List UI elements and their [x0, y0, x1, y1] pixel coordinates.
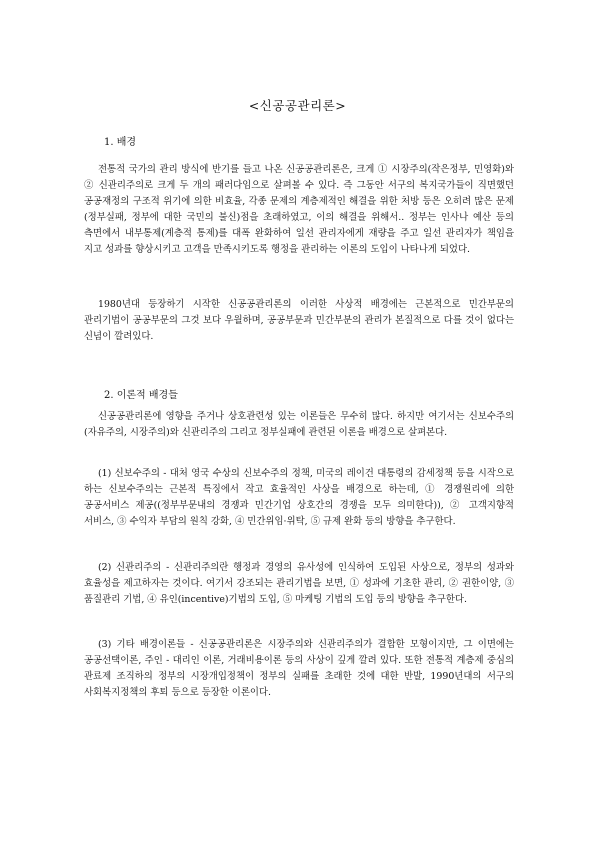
paragraph-other-theories: (3) 기타 배경이론들 - 신공공관리론은 시장주의와 신관리주의가 결합한 모형이지만, 그 이면에는 공공선택이론, 주인 - 대리인 이론, 거래비용이론 등의 사상이 깊게 깔려 있다. 또한 전통적 계층제 중심의 관료제 조직하의 정부의 시장개입정책이 정부의 실패를 초래한 것에 대한 반발, 1990년대의 서구의 사회복지정책의 후퇴 등으로 등장한 이론이다.	[84, 639, 514, 699]
paragraph-new-managerialism: (2) 신관리주의 - 신관리주의란 행정과 경영의 유사성에 인식하여 도입된 사상으로, 정부의 성과와 효율성을 제고하자는 것이다. 여기서 강조되는 관리기법을 보면, ① 성과에 기초한 관리, ② 권한이양, ③ 품질관리 기법, ④ 유인(incentive)기법의 도입, ⑤ 마케팅 기법의 도입 등의 방향을 추구한다.	[84, 562, 514, 606]
paragraph-neoconservatism: (1) 신보수주의 - 대처 영국 수상의 신보수주의 정책, 미국의 레이건 대통령의 감세정책 등을 시작으로 하는 신보수주의는 근본적 특징에서 작고 효율적인 사상을 배경으로 하는데, ① 경쟁원리에 의한 공공서비스 제공((정부부문내의 경쟁과 민간기업 상호간의 경쟁을 모두 의미한다)), ② 고객지향적 서비스, ③ 수익자 부담의 원칙 강화, ④ 민간위임·위탁, ⑤ 규제 완화 등의 방향을 추구한다.	[84, 468, 514, 528]
paragraph-background-2: 1980년대 등장하기 시작한 신공공관리론의 이러한 사상적 배경에는 근본적으로 민간부문의 관리기법이 공공부문의 그것 보다 우월하며, 공공부문과 민간부분의 관리가 본질적으로 다를 것이 없다는 신념이 깔려있다.	[84, 299, 514, 343]
document-title: <신공공관리론>	[248, 98, 347, 113]
paragraph-theory-intro: 신공공관리론에 영향을 주거나 상호관련성 있는 이론들은 무수히 많다. 하지만 여기서는 신보수주의(자유주의, 시장주의)와 신관리주의 그리고 정부실패에 관련된 이론을 배경으로 살펴본다.	[84, 411, 514, 439]
section-heading-background: 1. 배경	[104, 137, 137, 148]
section-heading-theory: 2. 이론적 배경들	[104, 390, 178, 401]
paragraph-background-1: 전통적 국가의 관리 방식에 반기를 들고 나온 신공공관리론은, 크게 ① 시장주의(작은정부, 민영화)와 ② 신관리주의로 크게 두 개의 패러다임으로 살펴볼 수 있다. 즉 그동안 서구의 복지국가들이 직면했던 공공재정의 구조적 위기에 의한 비효율, 각종 문제의 계층제적인 해결을 위한 처방 등은 오히려 많은 문제(정부실패, 정부에 대한 국민의 불신)점을 초래하였고, 이의 해결을 위해서.. 정부는 인사나 예산 등의 측면에서 내부통제(계층적 통제)를 대폭 완화하여 일선 관리자에게 재량을 주고 일선 관리자가 책임을 지고 성과를 향상시키고 고객을 만족시키도록 행정을 관리하는 이론의 도입이 나타나게 되었다.	[84, 164, 514, 256]
